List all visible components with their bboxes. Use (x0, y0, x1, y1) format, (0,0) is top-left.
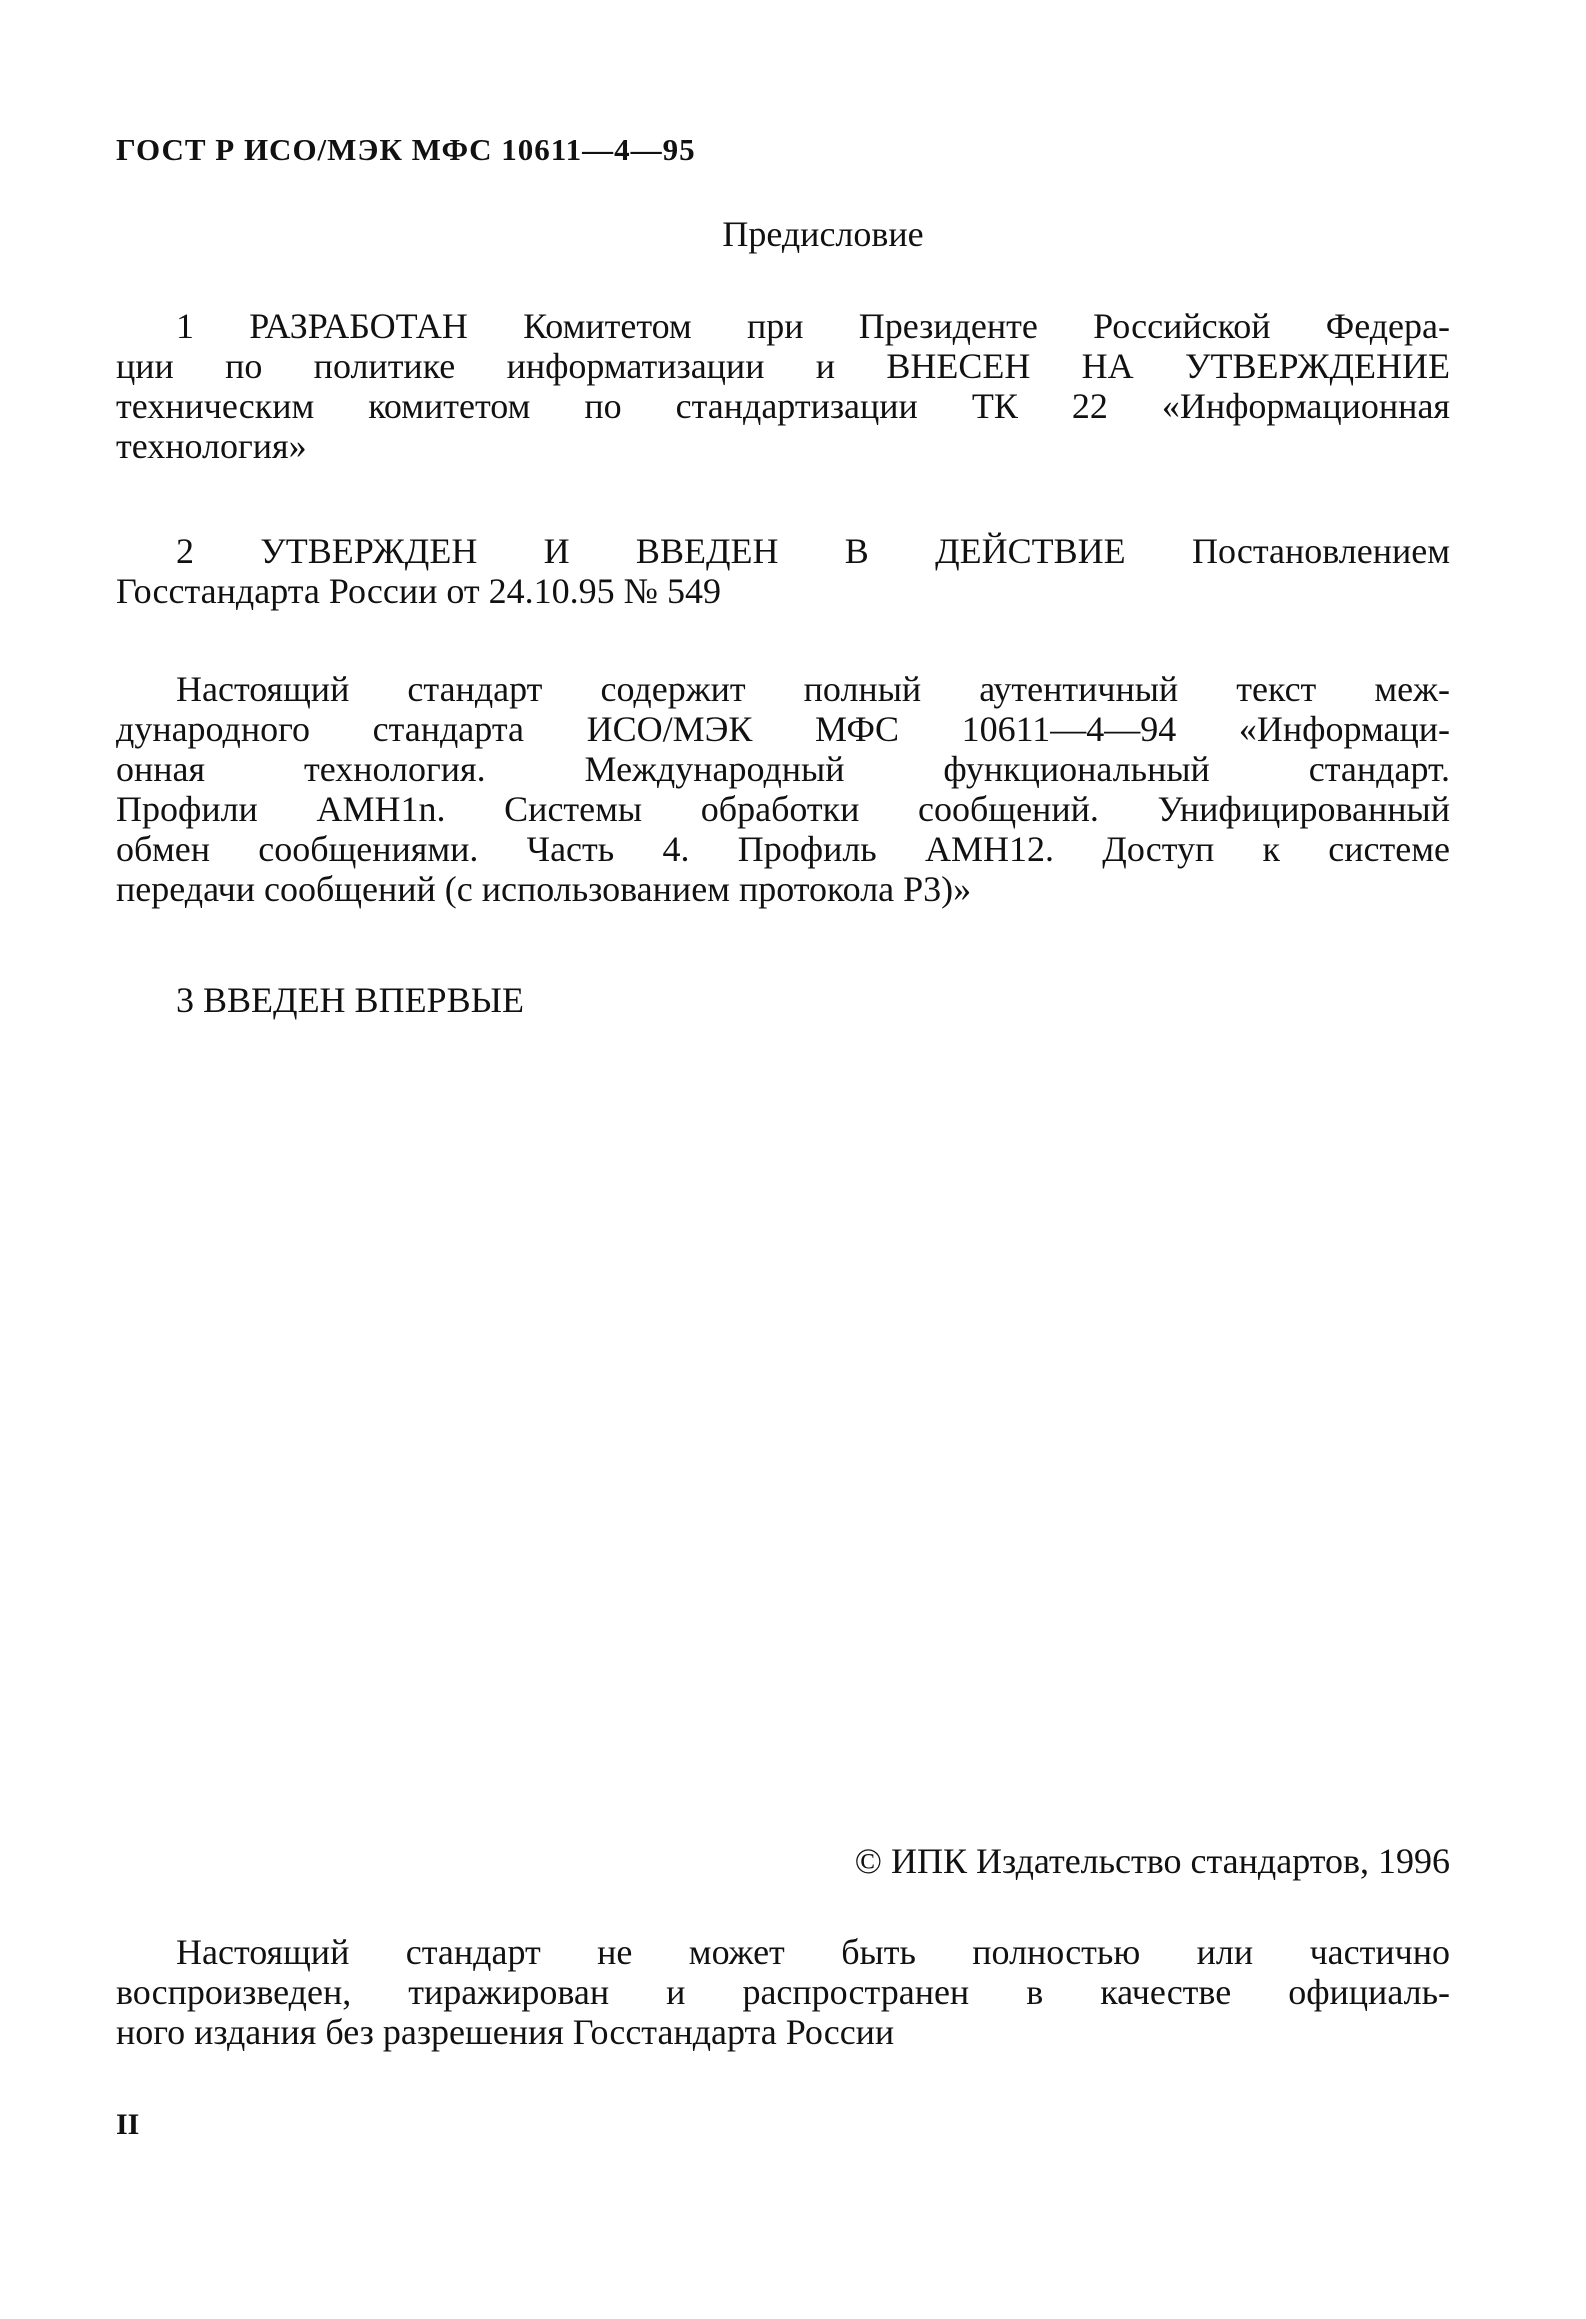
paragraph-line: Профили AMH1n. Системы обработки сообщений. Унифицированный (116, 789, 1450, 829)
notice-line: Настоящий стандарт не может быть полностью или частично (176, 1932, 1450, 1972)
preface-item-1-line: 1 РАЗРАБОТАН Комитетом при Президенте Российской Федера- (176, 306, 1450, 346)
preface-item-3 (116, 980, 1450, 1020)
paragraph-line: передачи сообщений (с использованием протокола P3)» (116, 869, 972, 909)
preface-item-2-line: 2 УТВЕРЖДЕН И ВВЕДЕН В ДЕЙСТВИЕ Постановлением (176, 531, 1450, 571)
notice-line: ного издания без разрешения Госстандарта России (116, 2012, 895, 2052)
preface-item-1 (116, 306, 1450, 466)
notice-line: воспроизведен, тиражирован и распространен в качестве официаль- (116, 1972, 1450, 2012)
paragraph-line: онная технология. Международный функциональный стандарт. (116, 749, 1450, 789)
preface-content-paragraph (116, 669, 1450, 909)
preface-item-1-line: технология» (116, 426, 307, 466)
paragraph-line: Настоящий стандарт содержит полный аутентичный текст меж- (176, 669, 1450, 709)
preface-title: Предисловие (722, 214, 924, 254)
preface-item-1-line: техническим комитетом по стандартизации ТК 22 «Информационная (116, 386, 1450, 426)
paragraph-line: обмен сообщениями. Часть 4. Профиль AMH12. Доступ к системе (116, 829, 1450, 869)
preface-item-2-line: Госстандарта России от 24.10.95 № 549 (116, 571, 722, 611)
page-number: II (116, 2108, 140, 2141)
paragraph-line: дународного стандарта ИСО/МЭК МФС 10611—4—94 «Информаци- (116, 709, 1450, 749)
preface-item-3-line: 3 ВВЕДЕН ВПЕРВЫЕ (176, 980, 524, 1020)
preface-item-2 (116, 531, 1450, 611)
preface-item-1-line: ции по политике информатизации и ВНЕСЕН НА УТВЕРЖДЕНИЕ (116, 346, 1450, 386)
copyright-notice: © ИПК Издательство стандартов, 1996 (854, 1841, 1450, 1881)
reproduction-notice (116, 1932, 1450, 2052)
document-code-header: ГОСТ Р ИСО/МЭК МФС 10611—4—95 (116, 132, 696, 167)
